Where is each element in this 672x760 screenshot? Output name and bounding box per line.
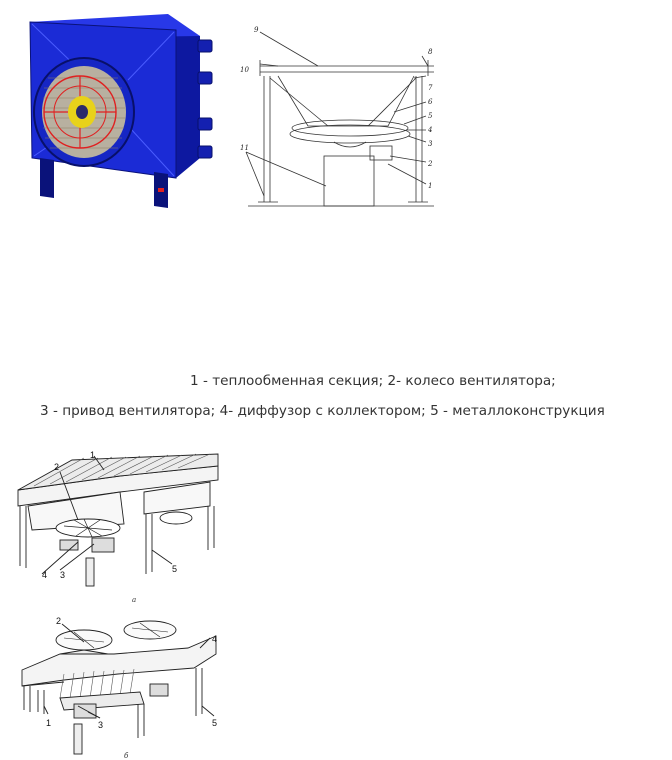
callout-10: 10 bbox=[240, 66, 249, 74]
fig-a-callout-4: 4 bbox=[42, 570, 48, 580]
callout-4: 4 bbox=[428, 126, 433, 134]
callout-9: 9 bbox=[254, 26, 259, 34]
fig-b-callout-3: 3 bbox=[98, 720, 104, 730]
callout-2: 2 bbox=[428, 160, 433, 168]
callout-1: 1 bbox=[428, 182, 433, 190]
fig-a-callout-2: 2 bbox=[54, 462, 60, 472]
fig-b-callout-1: 1 bbox=[46, 718, 52, 728]
fig-a-callout-1: 1 bbox=[90, 450, 96, 460]
callout-6: 6 bbox=[428, 98, 433, 106]
legend-line-2: 3 - привод вентилятора; 4- диффузор с коллектором; 5 - металлоконструкция bbox=[40, 403, 605, 419]
air-cooler-figure-b bbox=[4, 614, 226, 760]
fig-b-callout-5: 5 bbox=[212, 718, 218, 728]
callout-5: 5 bbox=[428, 112, 433, 120]
air-cooler-schematic bbox=[238, 16, 438, 216]
callout-7: 7 bbox=[428, 84, 433, 92]
fig-b-sublabel: б bbox=[124, 752, 129, 760]
callout-8: 8 bbox=[428, 48, 433, 56]
fig-b-callout-4: 4 bbox=[212, 634, 218, 644]
fig-a-sublabel: а bbox=[132, 596, 137, 604]
air-cooler-figure-a bbox=[4, 446, 226, 606]
legend-line-1: 1 - теплообменная секция; 2- колесо вентилятора; bbox=[190, 373, 556, 389]
callout-11: 11 bbox=[240, 144, 249, 152]
fig-a-callout-3: 3 bbox=[60, 570, 66, 580]
fig-a-callout-5: 5 bbox=[172, 564, 178, 574]
air-cooler-3d-render bbox=[18, 8, 234, 212]
fig-b-callout-2: 2 bbox=[56, 616, 62, 626]
callout-3: 3 bbox=[428, 140, 433, 148]
